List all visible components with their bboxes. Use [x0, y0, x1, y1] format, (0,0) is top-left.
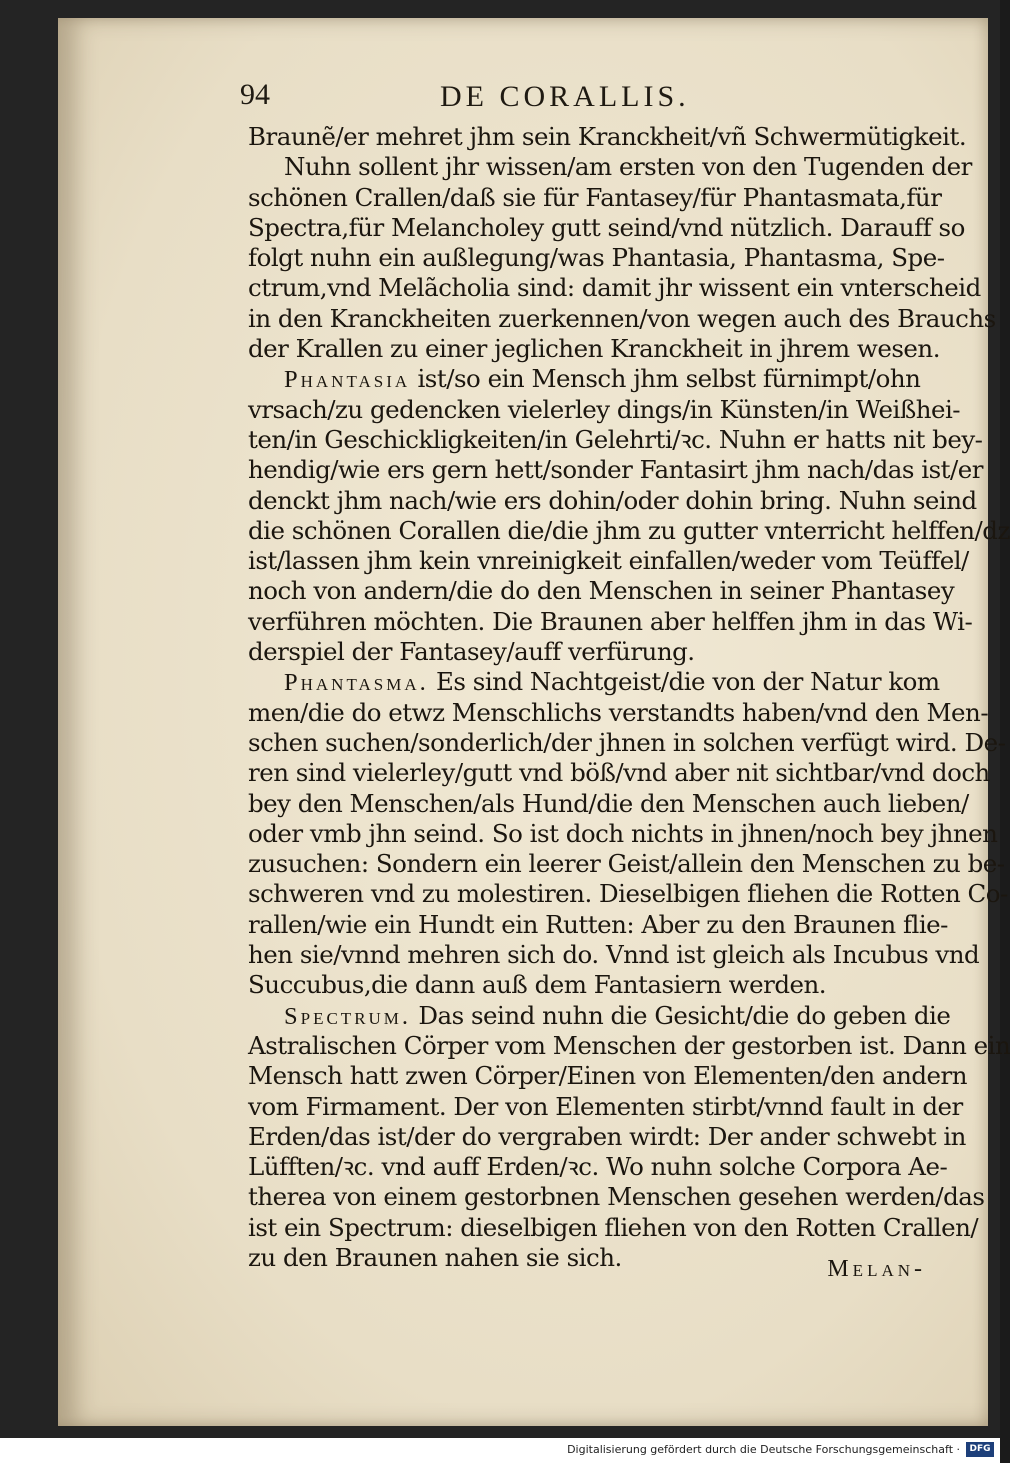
text-line: men/die do etwz Menschlichs verstandts haben/vnd den Men- — [248, 697, 989, 727]
text-line: der Krallen zu einer jeglichen Kranckheit in jhrem wesen. — [248, 334, 940, 364]
dfg-logo-icon: DFG — [966, 1442, 994, 1457]
text-line: ren sind vielerley/gutt vnd böß/vnd aber nit sichtbar/vnd doch — [248, 758, 990, 788]
text-line: denckt jhm nach/wie ers dohin/oder dohin bring. Nuhn seind — [248, 485, 977, 515]
text-line: rallen/wie ein Hundt ein Rutten: Aber zu den Braunen flie- — [248, 909, 948, 939]
text-line: die schönen Corallen die/die jhm zu gutter vnterricht helffen/dz — [248, 515, 1010, 545]
text-line: hendig/wie ers gern hett/sonder Fantasirt jhm nach/das ist/er — [248, 455, 983, 485]
text-line: therea von einem gestorbnen Menschen gesehen werden/das — [248, 1182, 985, 1212]
text-line: schen suchen/sonderlich/der jhnen in solchen verfügt wird. De- — [248, 727, 1006, 757]
text-line: folgt nuhn ein außlegung/was Phantasia, Phantasma, Spe- — [248, 243, 945, 273]
text-line: noch von andern/die do den Menschen in seiner Phantasey — [248, 576, 955, 606]
text-line: Nuhn sollent jhr wissen/am ersten von den Tugenden der — [284, 152, 972, 182]
text-line: in den Kranckheiten zuerkennen/von wegen auch des Brauchs — [248, 303, 996, 333]
text-line: vom Firmament. Der von Elementen stirbt/vnnd fault in der — [248, 1091, 963, 1121]
text-line: ist/lassen jhm kein vnreinigkeit einfallen/weder vom Teüffel/ — [248, 546, 969, 576]
text-line: Succubus,die dann auß dem Fantasiern werden. — [248, 970, 827, 1000]
text-line: ten/in Geschickligkeiten/in Gelehrti/ꝛc. Nuhn er hatts nit bey- — [248, 424, 983, 454]
line-text: ist/so ein Mensch jhm selbst fürnimpt/ohn — [410, 364, 921, 394]
catchword: Melan- — [827, 1256, 926, 1282]
text-line: Braunẽ/er mehret jhm sein Kranckheit/vñ Schwermütigkeit. — [248, 122, 967, 151]
line-text: Es sind Nachtgeist/die von der Natur kom — [428, 667, 940, 697]
text-line: ist ein Spectrum: dieselbigen fliehen von den Rotten Crallen/ — [248, 1212, 979, 1242]
text-line — [248, 364, 920, 394]
section-lemma: Phantasia — [284, 366, 411, 394]
text-line: Erden/das ist/der do vergraben wirdt: Der ander schwebt in — [248, 1121, 966, 1151]
running-title: DE CORALLIS. — [440, 80, 690, 113]
line-text: Das seind nuhn die Gesicht/die do geben die — [411, 1000, 951, 1030]
folio-number: 94 — [240, 78, 270, 111]
page-body-text — [248, 122, 1010, 1273]
funding-credit: Digitalisierung gefördert durch die Deutsche Forschungsgemeinschaft · — [567, 1443, 960, 1456]
text-line: zusuchen: Sondern ein leerer Geist/allein den Menschen zu be- — [248, 849, 1005, 879]
text-line: Mensch hatt zwen Cörper/Einen von Elementen/den andern — [248, 1061, 968, 1091]
text-line: zu den Braunen nahen sie sich. — [248, 1242, 622, 1272]
text-line: derspiel der Fantasey/auff verfürung. — [248, 637, 695, 667]
text-line: hen sie/vnnd mehren sich do. Vnnd ist gleich als Incubus vnd — [248, 940, 980, 970]
text-line — [248, 1000, 951, 1031]
text-line: oder vmb jhn seind. So ist doch nichts in jhnen/noch bey jhnen — [248, 818, 998, 848]
text-line: Astralischen Cörper vom Menschen der gestorben ist. Dann ein — [248, 1030, 1010, 1060]
text-line: Lüfften/ꝛc. vnd auff Erden/ꝛc. Wo nuhn solche Corpora Ae- — [248, 1152, 948, 1182]
text-line: vrsach/zu gedencken vielerley dings/in Künsten/in Weißhei- — [248, 394, 961, 424]
text-line: Spectra,für Melancholey gutt seind/vnd nützlich. Darauff so — [248, 212, 965, 242]
text-line — [248, 667, 940, 697]
section-lemma: Phantasma. — [284, 669, 429, 697]
section-lemma: Spectrum. — [284, 1002, 412, 1030]
text-line: schönen Crallen/daß sie für Fantasey/für Phantasmata,für — [248, 182, 942, 212]
text-line: schweren vnd zu molestiren. Dieselbigen fliehen die Rotten Co- — [248, 879, 1008, 909]
text-line: bey den Menschen/als Hund/die den Menschen auch lieben/ — [248, 788, 969, 818]
text-line: ctrum,vnd Melãcholia sind: damit jhr wissent ein vnterscheid — [248, 273, 981, 303]
text-line: verführen möchten. Die Braunen aber helffen jhm in das Wi- — [248, 606, 973, 636]
footer-bar — [0, 1438, 1000, 1463]
